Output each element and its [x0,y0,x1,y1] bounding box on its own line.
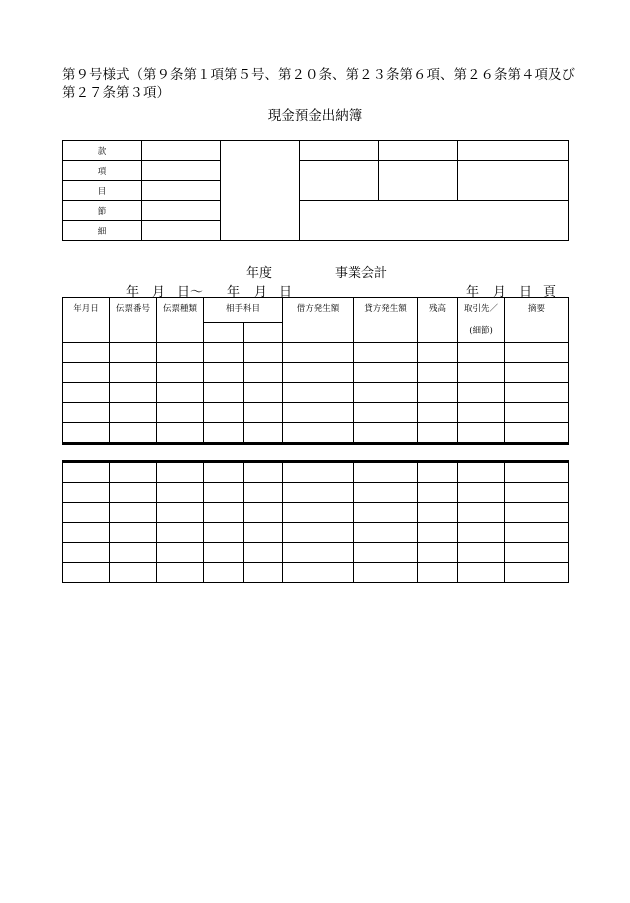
ledger-cell[interactable] [157,523,204,543]
ledger-cell[interactable] [418,383,458,403]
ledger-cell[interactable] [283,503,354,523]
ledger-cell[interactable] [283,543,354,563]
ledger-row [63,383,569,403]
ledger-row [63,503,569,523]
ledger-cell[interactable] [505,483,569,503]
ledger-cell[interactable] [505,523,569,543]
ledger-cell[interactable] [110,403,157,423]
ledger-cell[interactable] [204,563,244,583]
category-value-cell[interactable] [142,181,221,201]
category-label-moku: 目 [63,181,142,201]
ledger-cell[interactable] [283,563,354,583]
fiscal-year-label: 年度 [246,266,273,281]
ledger-cell[interactable] [244,343,283,363]
ledger-cell[interactable] [354,563,418,583]
header-date: 年月日 [63,298,110,343]
ledger-cell[interactable] [63,462,110,483]
account-type-label: 事業会計 [335,266,388,281]
budget-classification-table [62,140,569,241]
ledger-cell[interactable] [354,423,418,444]
category-value-cell[interactable] [142,201,221,221]
category-cell[interactable] [379,161,458,201]
ledger-cell[interactable] [63,343,110,363]
ledger-cell[interactable] [63,563,110,583]
ledger-cell[interactable] [354,503,418,523]
ledger-cell[interactable] [418,563,458,583]
ledger-cell[interactable] [63,363,110,383]
page-day-label: 日 [519,285,533,300]
document-title: 現金預金出納簿 [267,108,363,124]
category-value-cell[interactable] [142,161,221,181]
ledger-cell[interactable] [458,383,505,403]
ledger-cell[interactable] [110,363,157,383]
ledger-cell[interactable] [244,563,283,583]
ledger-cell[interactable] [283,343,354,363]
ledger-cell[interactable] [458,563,505,583]
ledger-cell[interactable] [354,462,418,483]
category-cell[interactable] [300,161,379,201]
start-year-label: 年 [126,285,140,300]
ledger-cell[interactable] [157,343,204,363]
ledger-cell[interactable] [204,423,244,444]
ledger-cell[interactable] [110,523,157,543]
ledger-cell[interactable] [283,423,354,444]
ledger-cell[interactable] [505,363,569,383]
ledger-row [63,363,569,383]
ledger-cell[interactable] [418,403,458,423]
page-year-label: 年 [466,285,480,300]
page-number-label: 頁 [543,285,557,300]
start-month-label: 月 [152,285,166,300]
ledger-cell[interactable] [63,523,110,543]
ledger-cell[interactable] [458,363,505,383]
ledger-cell[interactable] [418,503,458,523]
ledger-cell[interactable] [458,343,505,363]
ledger-cell[interactable] [63,503,110,523]
ledger-cell[interactable] [244,483,283,503]
start-day-label: 日〜 [177,285,204,300]
ledger-cell[interactable] [157,363,204,383]
ledger-cell[interactable] [204,343,244,363]
ledger-cell[interactable] [204,383,244,403]
ledger-row [63,483,569,503]
ledger-continuation-table [62,460,569,583]
ledger-row [63,403,569,423]
header-counter-account-sub-left [204,323,244,343]
end-day-label: 日 [279,285,293,300]
ledger-cell[interactable] [204,363,244,383]
ledger-cell[interactable] [110,343,157,363]
ledger-cell[interactable] [63,403,110,423]
ledger-row [63,563,569,583]
header-voucher-number: 伝票番号 [110,298,157,343]
ledger-cell[interactable] [354,343,418,363]
ledger-cell[interactable] [418,423,458,444]
ledger-cell[interactable] [418,543,458,563]
ledger-cell[interactable] [244,523,283,543]
ledger-cell[interactable] [505,423,569,444]
ledger-cell[interactable] [204,483,244,503]
ledger-cell[interactable] [283,363,354,383]
ledger-cell[interactable] [418,343,458,363]
ledger-cell[interactable] [354,483,418,503]
ledger-cell[interactable] [354,523,418,543]
ledger-cell[interactable] [505,383,569,403]
category-merged-cell[interactable] [221,141,300,241]
ledger-cell[interactable] [244,503,283,523]
ledger-cell[interactable] [458,503,505,523]
ledger-row [63,543,569,563]
ledger-cell[interactable] [157,383,204,403]
ledger-cell[interactable] [458,523,505,543]
ledger-cell[interactable] [110,483,157,503]
header-counter-account: 相手科目 [204,298,283,323]
ledger-cell[interactable] [283,483,354,503]
ledger-cell[interactable] [505,543,569,563]
header-credit: 貸方発生額 [354,298,418,343]
ledger-cell[interactable] [244,363,283,383]
form-heading: 第９号様式（第９条第１項第５号、第２０条、第２３条第６項、第２６条第４項及び第２７条第３項） [62,67,575,101]
ledger-row [63,523,569,543]
ledger-cell[interactable] [244,383,283,403]
header-counter-account-sub-right [244,323,283,343]
ledger-cell[interactable] [418,363,458,383]
ledger-cell[interactable] [63,483,110,503]
end-month-label: 月 [254,285,268,300]
category-cell[interactable] [379,141,458,161]
ledger-cell[interactable] [505,503,569,523]
header-debit: 借方発生額 [283,298,354,343]
ledger-cell[interactable] [110,423,157,444]
ledger-cell[interactable] [157,543,204,563]
ledger-cell[interactable] [505,343,569,363]
header-balance: 残高 [418,298,458,343]
header-counterparty-label: 取引先／ [464,304,499,314]
ledger-cell[interactable] [283,383,354,403]
ledger-cell[interactable] [418,462,458,483]
ledger-cell[interactable] [354,383,418,403]
ledger-cell[interactable] [204,503,244,523]
ledger-cell[interactable] [157,503,204,523]
ledger-cell[interactable] [244,403,283,423]
ledger-cell[interactable] [63,543,110,563]
ledger-cell[interactable] [157,423,204,444]
ledger-cell[interactable] [505,403,569,423]
ledger-cell[interactable] [63,383,110,403]
ledger-cell[interactable] [110,503,157,523]
ledger-cell[interactable] [110,563,157,583]
ledger-cell[interactable] [110,383,157,403]
ledger-cell[interactable] [204,403,244,423]
ledger-cell[interactable] [418,523,458,543]
ledger-cell[interactable] [157,483,204,503]
ledger-cell[interactable] [458,462,505,483]
header-voucher-type: 伝票種類 [157,298,204,343]
category-wide-cell[interactable] [300,201,569,241]
ledger-cell[interactable] [157,403,204,423]
ledger-cell[interactable] [505,462,569,483]
end-year-label: 年 [227,285,241,300]
ledger-cell[interactable] [283,523,354,543]
ledger-cell[interactable] [458,423,505,444]
category-value-cell[interactable] [142,141,221,161]
ledger-cell[interactable] [458,403,505,423]
ledger-cell[interactable] [458,483,505,503]
category-label-kan: 款 [63,141,142,161]
ledger-cell[interactable] [354,543,418,563]
page-month-label: 月 [493,285,507,300]
header-remarks: 摘要 [505,298,569,343]
category-label-kou: 項 [63,161,142,181]
category-value-cell[interactable] [142,221,221,241]
ledger-cell[interactable] [244,423,283,444]
header-counterparty [458,298,505,343]
ledger-cell[interactable] [283,403,354,423]
ledger-cell[interactable] [244,462,283,483]
ledger-cell[interactable] [418,483,458,503]
ledger-cell[interactable] [204,523,244,543]
ledger-row [63,462,569,483]
ledger-cell[interactable] [110,543,157,563]
ledger-cell[interactable] [157,563,204,583]
header-counterparty-detail: (細節) [469,326,493,336]
ledger-cell[interactable] [354,363,418,383]
ledger-cell[interactable] [157,462,204,483]
ledger-cell[interactable] [63,423,110,444]
ledger-row [63,423,569,444]
ledger-cell[interactable] [458,543,505,563]
ledger-cell[interactable] [283,462,354,483]
category-cell[interactable] [300,141,379,161]
ledger-cell[interactable] [204,543,244,563]
ledger-cell[interactable] [354,403,418,423]
ledger-cell[interactable] [110,462,157,483]
ledger-cell[interactable] [244,543,283,563]
ledger-table [62,297,569,445]
category-label-setsu: 節 [63,201,142,221]
ledger-row [63,343,569,363]
category-label-sai: 細 [63,221,142,241]
category-cell[interactable] [458,161,569,201]
ledger-cell[interactable] [204,462,244,483]
category-cell[interactable] [458,141,569,161]
ledger-cell[interactable] [505,563,569,583]
